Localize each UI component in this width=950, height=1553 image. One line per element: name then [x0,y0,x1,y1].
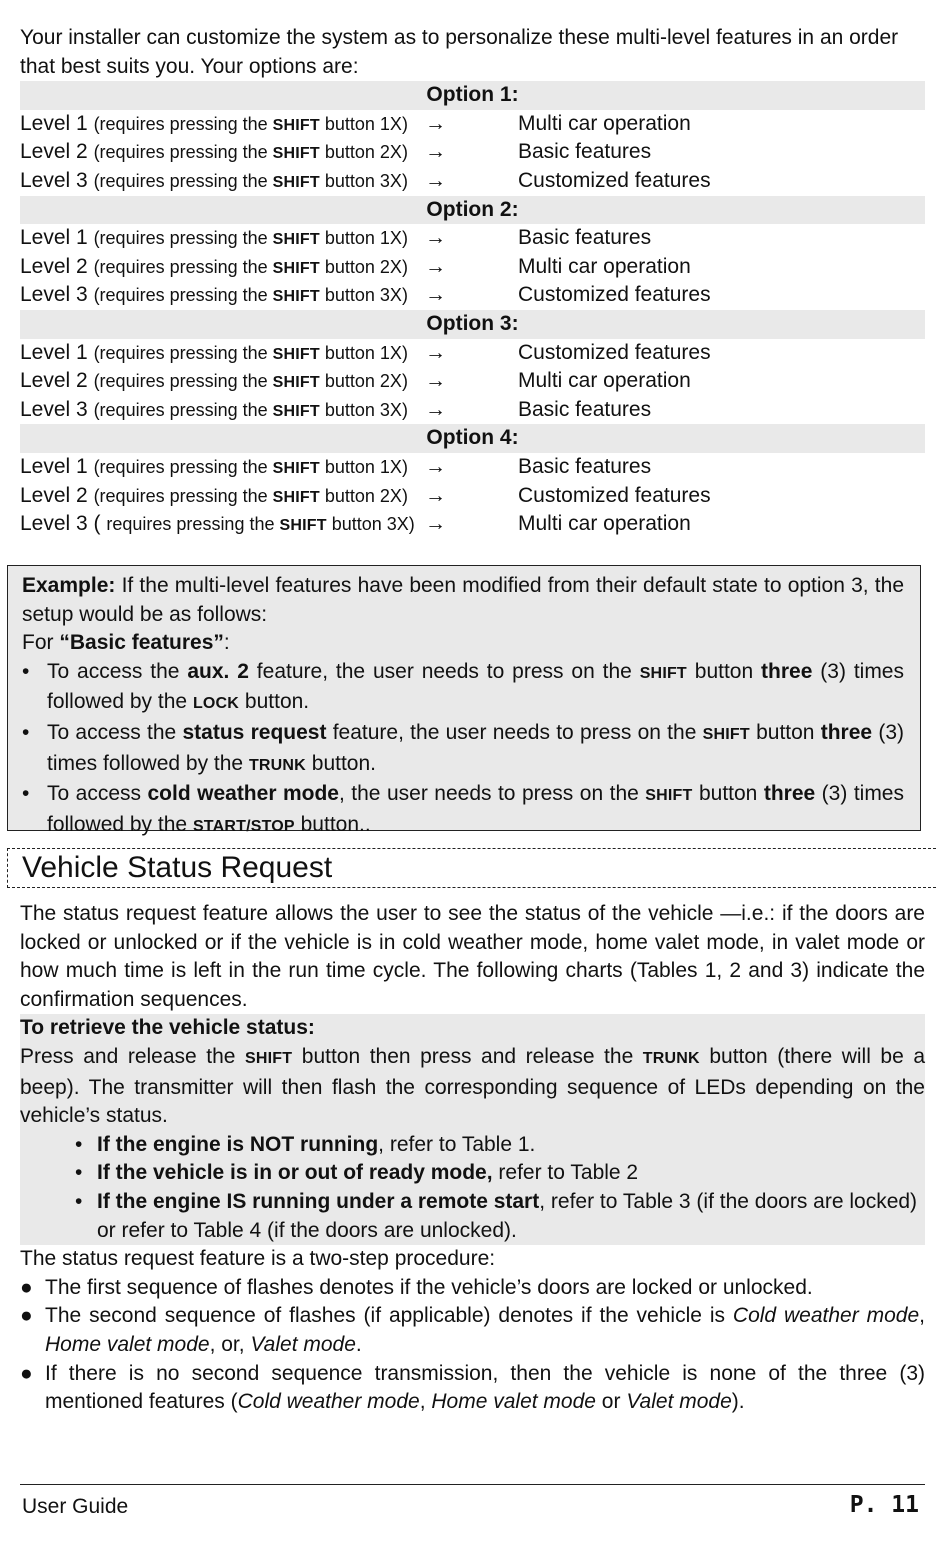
level-desc [20,396,425,425]
level-feature: Basic features [518,140,652,164]
req-mid: button [319,285,380,306]
example-list [22,658,904,842]
step-2-text [45,1302,925,1359]
level-name: Level 1 [20,226,88,250]
option-title: Option 2: [20,196,925,225]
shift-word: SHIFT [272,488,320,506]
level-desc [20,167,425,196]
level-name: Level 2 [20,140,88,164]
step2-b: , [919,1304,925,1328]
step3-d: ). [731,1390,745,1414]
level-row [20,138,925,167]
text-d: button [686,659,762,683]
req-mid: button [319,371,380,392]
text-a: To access [47,782,148,806]
level-row [20,510,925,539]
arrow-icon: → [425,454,446,478]
text-b: cold weather mode [147,782,339,806]
req-mid: button [326,514,387,535]
shift-word: SHIFT [245,1049,293,1067]
step3-i2: Home valet mode [431,1390,596,1414]
level-desc [20,339,425,368]
shift-word: SHIFT [272,459,320,477]
text-c: , the user needs to press on the [338,782,646,806]
page-number: P. 11 [849,1492,919,1518]
text-a: To access the [47,720,183,744]
level-desc [20,453,425,482]
req-post: ) [401,113,408,134]
level-row [20,482,925,511]
level-desc [20,510,425,539]
retrieve-c: button (there will be a beep). The transmitter will then flash the corresponding sequence of LEDs depending on the vehicle’s status. [20,1044,925,1128]
level-name: Level 1 [20,340,88,364]
bullet-icon: • [75,1161,83,1185]
table-ref-bold: If the vehicle is in or out of ready mode, [97,1161,493,1185]
text-btn: START/STOP [192,817,295,835]
text-three: three [761,659,813,683]
bullet-icon: • [22,720,30,744]
level-name: Level 3 [20,168,88,192]
bullet-icon: • [22,782,30,806]
bullet-icon: ● [20,1304,33,1328]
step2-c: , or, [209,1332,251,1356]
text-e: (3) times followed by the [47,659,904,714]
footer-title: User Guide [22,1495,129,1518]
level-desc [20,367,425,396]
step3-i3: Valet mode [626,1390,732,1414]
level-requirement [94,285,408,305]
step3-a: If there is no second sequence transmission, then the vehicle is none of the three (3) mentioned features ( [45,1361,925,1414]
tables-list [20,1131,925,1245]
level-name: Level 2 [20,483,88,507]
req-post: ) [401,456,408,477]
table-ref-text [97,1188,925,1245]
for-bold: “Basic features” [59,631,224,655]
section-title: Vehicle Status Request [7,848,936,888]
req-post: ) [401,256,408,277]
bullet-icon: • [75,1189,83,1213]
example-item-text [47,780,904,841]
level-requirement [94,228,408,248]
arrow-icon: → [425,254,446,278]
shift-word: SHIFT [272,374,320,392]
req-pre: (requires pressing the [93,228,273,249]
step-item [20,1302,925,1359]
step2-i2: Home valet mode [45,1332,210,1356]
retrieve-b: button then press and release the [292,1044,643,1068]
shift-word: SHIFT [272,345,320,363]
options-list [20,81,925,539]
text-three: three [820,720,873,744]
retrieve-text [20,1043,925,1131]
table-ref-rest: , refer to Table 3 (if the doors are locked) or refer to Table 4 (if the doors are unlocked). [97,1189,918,1242]
bullet-icon: ● [20,1275,33,1299]
step2-i3: Valet mode [250,1332,356,1356]
table-ref-text [97,1131,925,1160]
example-item-text [47,719,904,780]
retrieve-box [20,1014,925,1245]
step2-i1: Cold weather mode [732,1304,920,1328]
level-feature: Basic features [518,397,652,421]
text-btn: LOCK [192,695,240,713]
req-pre: (requires pressing the [93,456,273,477]
level-name: Level 3 [20,283,88,307]
text-three: three [763,782,816,806]
press-count: 3X [379,399,402,420]
level-row [20,453,925,482]
two-step-text: The status request feature is a two-step procedure: [20,1247,496,1271]
req-pre: (requires pressing the [93,371,273,392]
text-f: button.. [294,812,371,836]
shift-word: SHIFT [272,259,320,277]
req-post: ) [401,285,408,306]
bullet-icon: • [22,659,30,683]
level-row [20,253,925,282]
table-ref-bold: If the engine is NOT running [97,1132,379,1156]
arrow-icon: → [425,111,446,135]
level-requirement [94,343,408,363]
text-d: button [692,782,764,806]
level-name: Level 3 ( [20,512,101,536]
level-row [20,396,925,425]
example-item [22,719,904,780]
option-title: Option 4: [20,424,925,453]
level-name: Level 1 [20,454,88,478]
retrieve-a: Press and release the [20,1044,245,1068]
level-feature: Customized features [518,283,711,307]
req-post: ) [401,342,408,363]
level-requirement [106,514,414,534]
press-count: 1X [379,113,402,134]
table-ref-rest: , refer to Table 1. [378,1132,536,1156]
trunk-word: TRUNK [642,1049,700,1067]
press-count: 3X [379,170,402,191]
level-feature: Multi car operation [518,111,691,135]
step2-d: . [355,1332,362,1356]
req-pre: (requires pressing the [93,342,273,363]
level-row [20,167,925,196]
press-count: 2X [379,371,402,392]
for-suffix: : [223,631,230,655]
table-ref-text [97,1159,925,1188]
req-pre: (requires pressing the [93,485,273,506]
level-requirement [94,171,408,191]
req-mid: button [319,485,380,506]
level-row [20,367,925,396]
shift-word: SHIFT [272,288,320,306]
intro-text: Your installer can customize the system as to personalize these multi-level features in an order that best suits you. Your options are: [20,26,899,78]
table-ref-rest: refer to Table 2 [492,1161,639,1185]
level-requirement [94,400,408,420]
level-feature: Customized features [518,483,711,507]
level-name: Level 2 [20,254,88,278]
level-requirement [94,257,408,277]
text-b: status request [182,720,327,744]
req-post: ) [401,228,408,249]
bullet-icon: ● [20,1361,33,1385]
press-count: 2X [379,485,402,506]
shift-word: SHIFT [272,145,320,163]
press-count: 1X [379,456,402,477]
step-item [20,1274,925,1303]
example-item-text [47,658,904,719]
text-shift: SHIFT [645,787,693,805]
arrow-icon: → [425,512,446,536]
text-shift: SHIFT [702,725,750,743]
step-1-text: The first sequence of flashes denotes if the vehicle’s doors are locked or unlocked. [45,1275,813,1299]
arrow-icon: → [425,340,446,364]
bullet-icon: • [75,1132,83,1156]
text-e: (3) times followed by the [47,720,905,775]
level-row [20,110,925,139]
level-feature: Customized features [518,340,711,364]
level-feature: Basic features [518,454,652,478]
level-requirement [94,114,408,134]
press-count: 3X [386,514,409,535]
status-section [20,900,925,1417]
level-desc [20,253,425,282]
level-requirement [94,457,408,477]
step2-a: The second sequence of flashes (if applicable) denotes if the vehicle is [45,1304,733,1328]
level-desc [20,482,425,511]
level-requirement [94,486,408,506]
text-btn: TRUNK [248,756,306,774]
level-feature: Multi car operation [518,369,691,393]
level-name: Level 3 [20,397,88,421]
table-ref-item [75,1131,925,1160]
shift-word: SHIFT [279,517,327,535]
req-mid: button [319,142,380,163]
option-title: Option 3: [20,310,925,339]
example-label: Example: [22,574,116,597]
text-c: feature, the user needs to press on the [248,659,640,683]
text-f: button. [305,751,376,775]
req-post: ) [408,514,415,535]
req-pre: requires pressing the [106,514,280,535]
level-desc [20,110,425,139]
example-text: If the multi-level features have been modified from their default state to option 3, the setup would be as follows: [22,574,904,626]
retrieve-title: To retrieve the vehicle status: [20,1016,315,1040]
example-item [22,780,904,841]
level-name: Level 2 [20,369,88,393]
example-for [22,629,904,658]
step3-c: or [595,1390,627,1414]
step-3-text [45,1360,925,1417]
example-intro [22,572,904,629]
press-count: 1X [379,342,402,363]
press-count: 3X [379,285,402,306]
level-feature: Multi car operation [518,512,691,536]
req-post: ) [401,170,408,191]
req-pre: (requires pressing the [93,170,273,191]
press-count: 1X [379,228,402,249]
options-section [20,24,925,539]
shift-word: SHIFT [272,231,320,249]
text-e: (3) times followed by the [47,782,904,836]
text-b: aux. 2 [187,659,249,683]
step3-b: , [419,1390,432,1414]
arrow-icon: → [425,483,446,507]
req-post: ) [401,371,408,392]
shift-word: SHIFT [272,116,320,134]
page-footer [20,1484,925,1518]
table-ref-bold: If the engine IS running under a remote start [97,1189,540,1213]
text-d: button [749,720,821,744]
level-desc [20,224,425,253]
text-c: feature, the user needs to press on the [326,720,703,744]
level-name: Level 1 [20,111,88,135]
level-row [20,339,925,368]
req-mid: button [319,113,380,134]
example-box [7,565,921,836]
step3-i1: Cold weather mode [237,1390,420,1414]
req-mid: button [319,456,380,477]
level-desc [20,138,425,167]
level-feature: Customized features [518,168,711,192]
press-count: 2X [379,142,402,163]
text-a: To access the [47,659,188,683]
req-mid: button [319,170,380,191]
level-feature: Multi car operation [518,254,691,278]
arrow-icon: → [425,369,446,393]
option-title: Option 1: [20,81,925,110]
text-shift: SHIFT [639,664,687,682]
req-pre: (requires pressing the [93,142,273,163]
req-pre: (requires pressing the [93,399,273,420]
req-pre: (requires pressing the [93,256,273,277]
arrow-icon: → [425,397,446,421]
level-requirement [94,371,408,391]
req-pre: (requires pressing the [93,285,273,306]
status-paragraph: The status request feature allows the user to see the status of the vehicle —i.e.: if the doors are locked or unlocked or if the vehicle is in cold weather mode, home valet mode, in valet mode or how much time is left in the run time cycle. The following charts (Tables 1, 2 and 3) indicate the confirmation sequences. [20,902,925,1011]
arrow-icon: → [425,140,446,164]
arrow-icon: → [425,283,446,307]
level-feature: Basic features [518,226,652,250]
step-item [20,1360,925,1417]
req-post: ) [401,142,408,163]
arrow-icon: → [425,168,446,192]
req-mid: button [319,342,380,363]
req-pre: (requires pressing the [93,113,273,134]
level-row [20,224,925,253]
table-ref-item [75,1159,925,1188]
req-mid: button [319,256,380,277]
for-prefix: For [22,631,60,655]
req-mid: button [319,399,380,420]
example-item [22,658,904,719]
req-post: ) [401,485,408,506]
req-post: ) [401,399,408,420]
shift-word: SHIFT [272,402,320,420]
shift-word: SHIFT [272,173,320,191]
level-requirement [94,142,408,162]
steps-list [20,1274,925,1417]
press-count: 2X [379,256,402,277]
level-row [20,281,925,310]
req-mid: button [319,228,380,249]
arrow-icon: → [425,226,446,250]
table-ref-item [75,1188,925,1245]
text-f: button. [239,690,310,714]
level-desc [20,281,425,310]
